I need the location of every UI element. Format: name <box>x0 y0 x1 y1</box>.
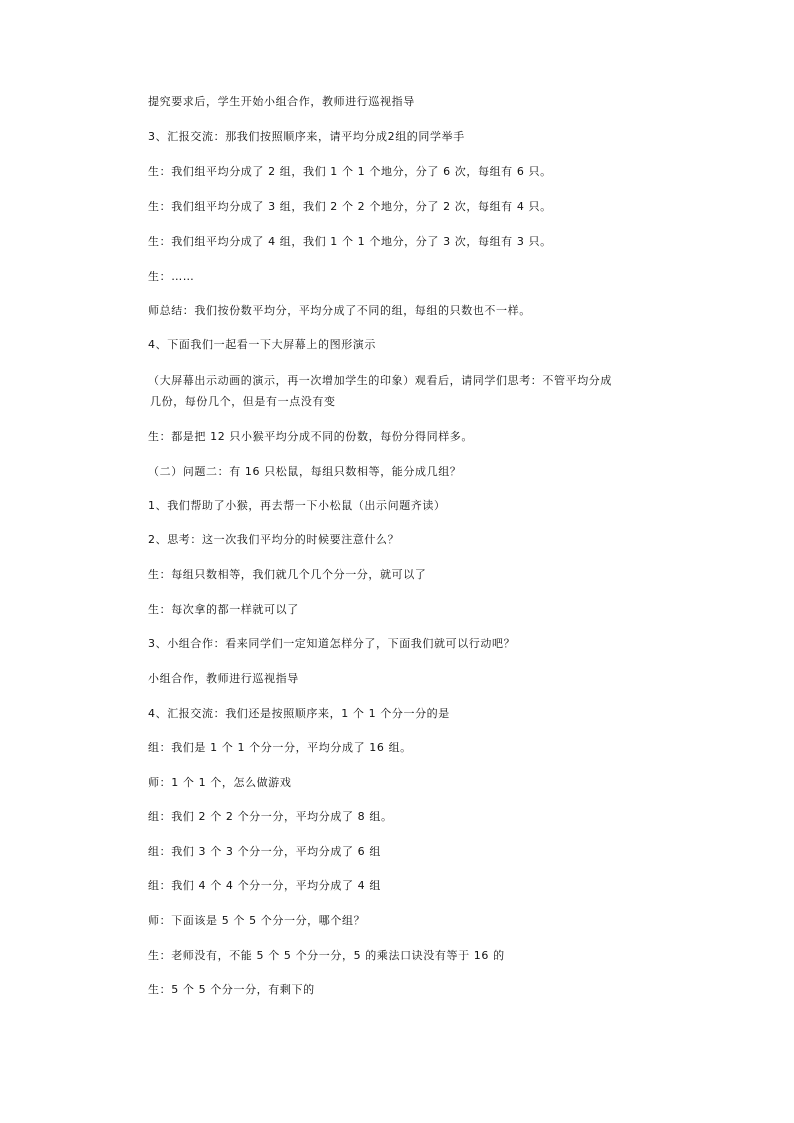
text-line: 生：每次拿的都一样就可以了 <box>148 603 299 616</box>
text-line: 生：老师没有，不能 5 个 5 个分一分，5 的乘法口诀没有等于 16 的 <box>148 949 505 962</box>
text-line: 生：都是把 12 只小猴平均分成不同的份数，每份分得同样多。 <box>148 430 473 443</box>
text-line: 4、汇报交流：我们还是按照顺序来，1 个 1 个分一分的是 <box>148 707 450 720</box>
text-line: 师：1 个 1 个，怎么做游戏 <box>148 776 292 789</box>
text-line: 3、汇报交流：那我们按照顺序来，请平均分成2组的同学举手 <box>148 130 465 143</box>
text-paragraph: （大屏幕出示动画的演示，再一次增加学生的印象）观看后，请同学们思考：不管平均分成几份，每份几个，但是有一点没有变 <box>148 374 612 408</box>
text-line: 师总结：我们按份数平均分，平均分成了不同的组，每组的只数也不一样。 <box>148 304 531 317</box>
text-line: 组：我们 3 个 3 个分一分，平均分成了 6 组 <box>148 845 381 858</box>
text-line: 生：每组只数相等，我们就几个几个分一分，就可以了 <box>148 568 427 581</box>
text-line: 提究要求后，学生开始小组合作，教师进行巡视指导 <box>148 95 415 108</box>
text-line: 生：我们组平均分成了 2 组，我们 1 个 1 个地分，分了 6 次，每组有 6 只。 <box>148 165 552 178</box>
text-line: 1、我们帮助了小猴，再去帮一下小松鼠（出示问题齐读） <box>148 499 446 512</box>
text-line: 2、思考：这一次我们平均分的时候要注意什么？ <box>148 533 400 546</box>
text-line: （二）问题二：有 16 只松鼠，每组只数相等，能分成几组？ <box>148 465 462 478</box>
text-line: 生：5 个 5 个分一分，有剩下的 <box>148 983 315 996</box>
text-line: 生：我们组平均分成了 4 组，我们 1 个 1 个地分，分了 3 次，每组有 3 只。 <box>148 235 552 248</box>
text-line: 组：我们 4 个 4 个分一分，平均分成了 4 组 <box>148 879 381 892</box>
text-line: 师：下面该是 5 个 5 个分一分，哪个组？ <box>148 914 366 927</box>
text-line: 组：我们 2 个 2 个分一分，平均分成了 8 组。 <box>148 810 393 823</box>
text-line: 生：我们组平均分成了 3 组，我们 2 个 2 个地分，分了 2 次，每组有 4 只。 <box>148 200 552 213</box>
text-line: 小组合作，教师进行巡视指导 <box>148 672 299 685</box>
text-line: 4、下面我们一起看一下大屏幕上的图形演示 <box>148 338 376 351</box>
text-line: 3、小组合作：看来同学们一定知道怎样分了，下面我们就可以行动吧？ <box>148 637 516 650</box>
text-line: 组：我们是 1 个 1 个分一分，平均分成了 16 组。 <box>148 741 412 754</box>
text-line: 生：…… <box>148 270 195 283</box>
